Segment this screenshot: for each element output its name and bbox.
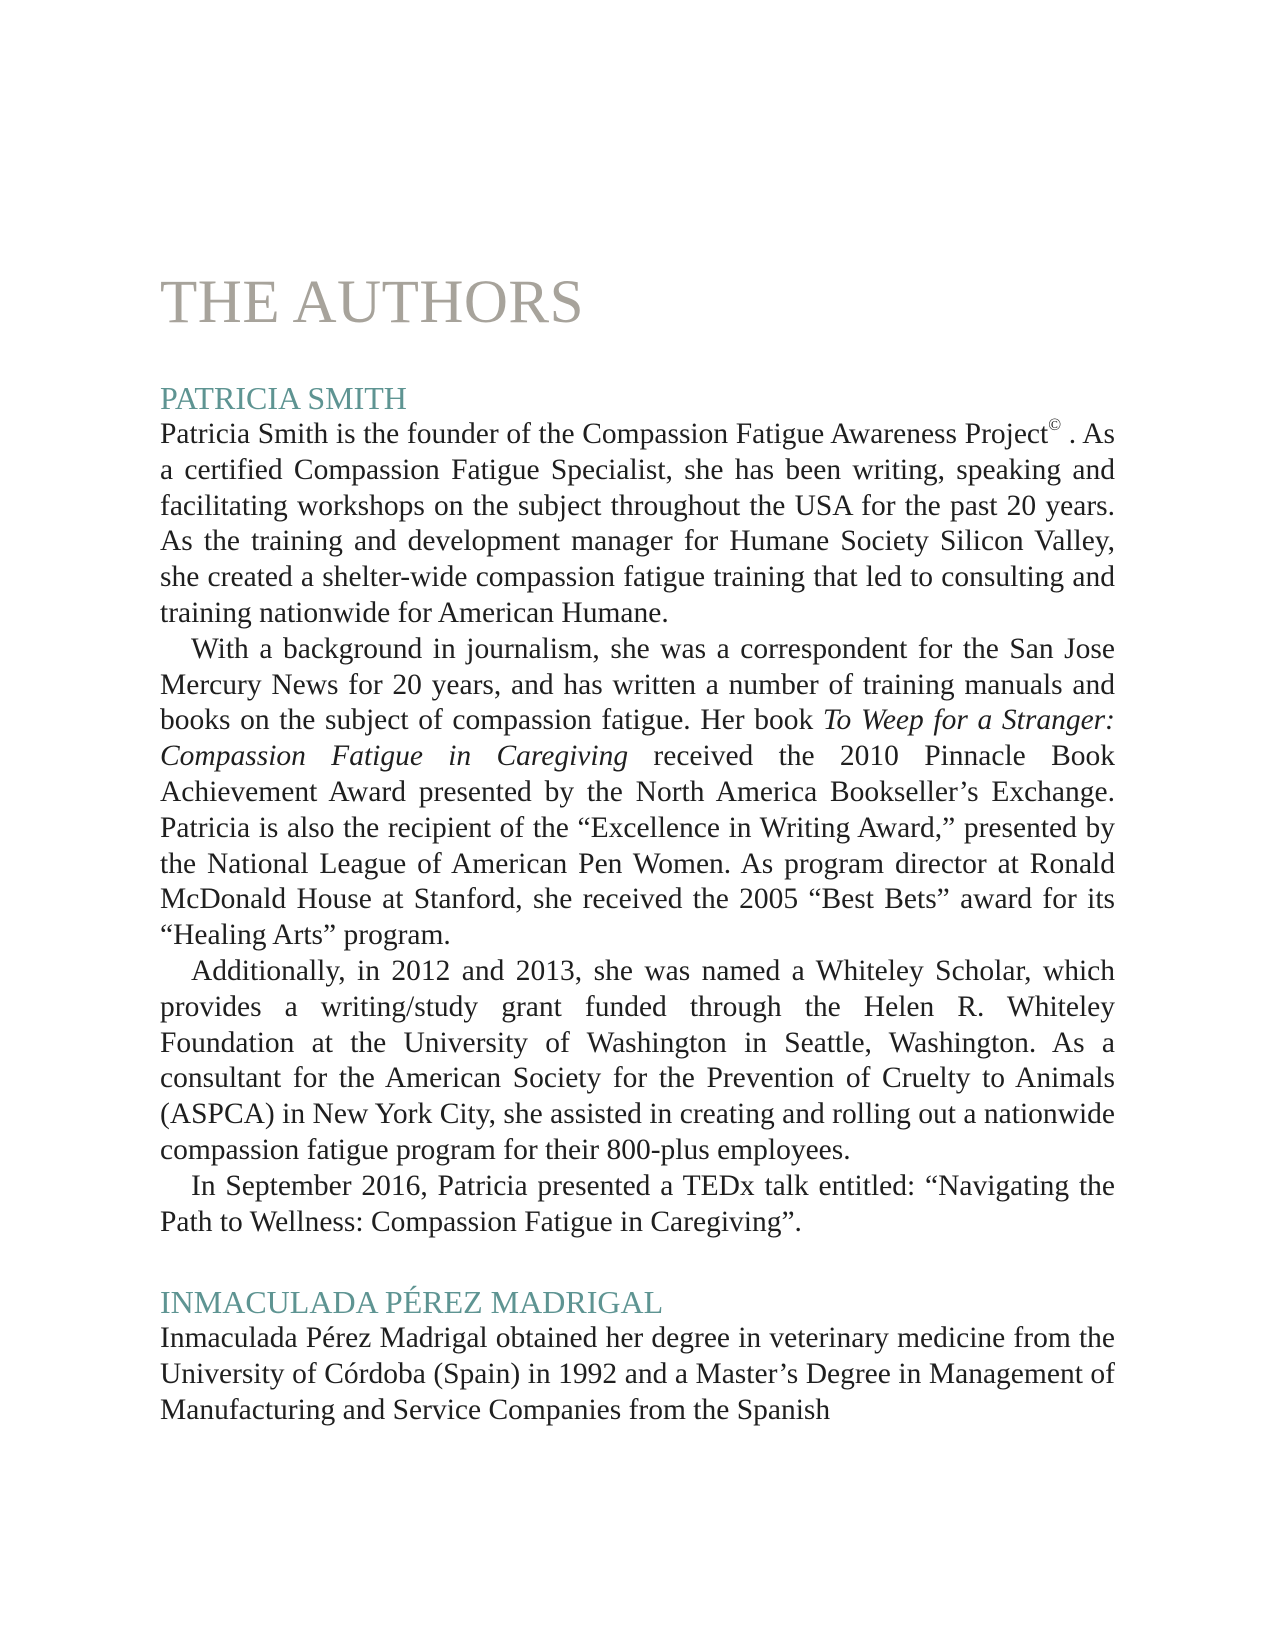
bio-paragraph-1 <box>160 417 1115 632</box>
author-name: PATRICIA SMITH <box>160 380 407 416</box>
bio-text: . As a certified Compassion Fatigue Specialist, she has been writing, speaking and facilitating workshops on the subject throughout the USA for the past 20 years. As the training and development manager for Humane Society Silicon Valley, she created a shelter-wide compassion fatigue training that led to consulting and training nationwide for American Humane. <box>160 418 1115 629</box>
bio-paragraph-2 <box>160 632 1115 954</box>
author-name: INMACULADA PÉREZ MADRIGAL <box>160 1284 664 1321</box>
chapter-title: THE AUTHORS <box>160 269 585 336</box>
copyright-mark: © <box>1048 415 1062 434</box>
bio-paragraph-4: In September 2016, Patricia presented a TEDx talk entitled: “Navigating the Path to Wellness: Compassion Fatigue in Caregiving”. <box>160 1169 1115 1238</box>
book-title: To Weep for a Stranger: Compassion Fatigue in Caregiving <box>160 704 1115 773</box>
bio-text: With a background in journalism, she was a correspondent for the San Jose Mercury News for 20 years, and has written a number of training manuals and books on the subject of compassion fatigue. Her book <box>160 632 1115 737</box>
author-section-inmaculada-perez-madrigal <box>160 1283 1115 1428</box>
page-content <box>160 269 1115 1429</box>
bio-paragraph-3: Additionally, in 2012 and 2013, she was named a Whiteley Scholar, which provides a writing/study grant funded through the Helen R. Whiteley Foundation at the University of Washington in Seattle, Washington. As a consultant for the American Society for the Prevention of Cruelty to Animals (ASPCA) in New York City, she assisted in creating and rolling out a nationwide compassion fatigue program for their 800-plus employees. <box>160 954 1115 1166</box>
author-section-patricia-smith <box>160 379 1115 1240</box>
bio-text: Patricia Smith is the founder of the Compassion Fatigue Awareness Project <box>160 418 1049 450</box>
bio-paragraph-1: Inmaculada Pérez Madrigal obtained her degree in veterinary medicine from the University of Córdoba (Spain) in 1992 and a Master’s Degree in Management of Manufacturing and Service Companies from the Spanish <box>160 1322 1115 1426</box>
bio-text: received the 2010 Pinnacle Book Achievement Award presented by the North America Bookseller’s Exchange. Patricia is also the recipient of the “Excellence in Writing Award,” presented by the National League of American Pen Women. As program director at Ronald McDonald House at Stanford, she received the 2005 “Best Bets” award for its “Healing Arts” program. <box>160 740 1115 952</box>
